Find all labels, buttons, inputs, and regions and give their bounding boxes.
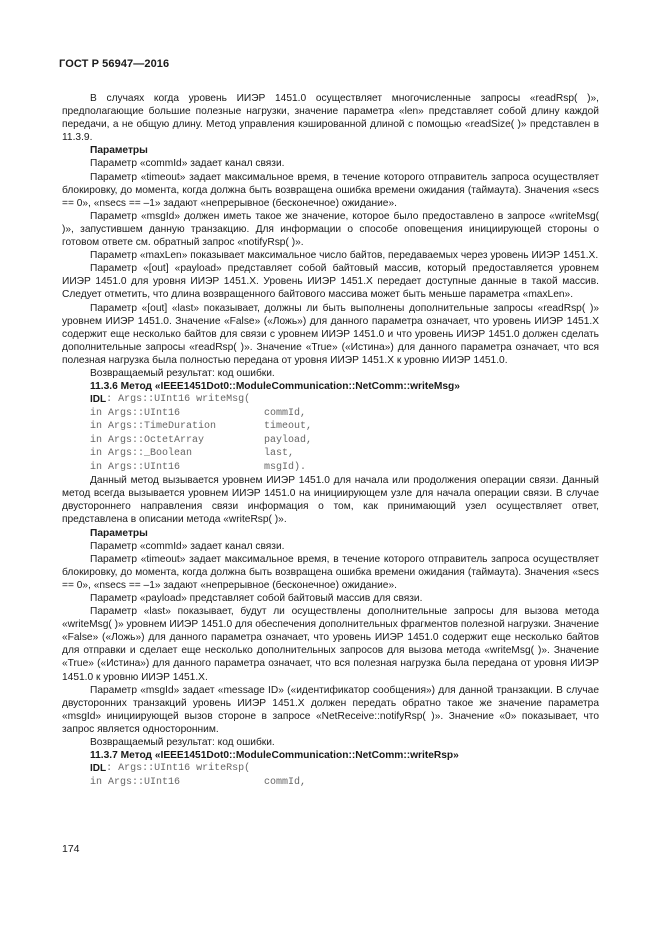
paragraph: В случаях когда уровень ИИЭР 1451.0 осуществляет многочисленные запросы «readRsp( )», предполагающие большие полезные нагрузки, значение параметра «len» представляет собой длину каждой передачи, а не общую длину. Метод управления кэшированной длиной с помощью «readSize( )» представлен в 11.3.9. [62,93,599,144]
idl-label: IDL [90,394,107,406]
paragraph: Параметр «[out] «payload» представляет собой байтовый массив, который предоставляется уровнем ИИЭР 1451.0 для уровня ИИЭР 1451.X. Уровень ИИЭР 1451.X передает доступные данные в такой массив. Следует отметить, что длина возвращенного байтового массива может быть меньше параметра «maxLen». [62,263,599,301]
idl-head: : Args::UInt16 writeMsg( [106,394,251,406]
paragraph: Параметр «msgId» задает «message ID» («идентификатор сообщения») для данной транзакции. В случае двусторонних транзакций уровень ИИЭР 1451.X должен передать обратно такое же значение параметра «msgId» инициирующей вызов стороне в запросе «NetReceive::notifyRsp( )». Значение «0» показывает, что запрос является односторонним. [62,684,599,735]
idl-arg-row: in Args::UInt16 msgId). [90,461,307,473]
paragraph: Параметр «commId» задает канал связи. [90,540,285,552]
idl-head: : Args::UInt16 writeRsp( [106,763,251,775]
paragraph: Параметр «commId» задает канал связи. [90,158,285,170]
paragraph: Параметр «maxLen» показывает максимальное число байтов, передаваемых через уровень ИИЭР 1451.X. [90,250,599,262]
page-content [62,92,599,789]
idl-arg-row: in Args::UInt16 commId, [90,407,307,419]
paragraph: Параметр «msgId» должен иметь такое же значение, которое было предоставлено в запросе «writeMsg( )», запустившем данную транзакцию. Для информации о способе оповещения инициирующей стороны о готовом ответе см. обратный запрос «notifyRsp( )». [62,210,599,249]
idl-arg-row: in Args::OctetArray payload, [90,434,313,446]
section-heading-11-3-6: 11.3.6 Метод «IEEE1451Dot0::ModuleCommunication::NetComm::writeMsg» [90,381,460,393]
paragraph: Данный метод вызывается уровнем ИИЭР 1451.0 для начала или продолжения операции связи. Данный метод всегда вызывается уровнем ИИЭР 1451.0 на инициирующем узле для начала операции связи. В случае двустороннего направления связи информация о том, как принимающий узел осуществляет ответ, представлена в описании метода «writeRsp( )». [62,475,599,526]
paragraph: Параметр «[out] «last» показывает, должны ли быть выполнены дополнительные запросы «readRsp( )» уровнем ИИЭР 1451.0. Значение «False» («Ложь») для данного параметра означает, что уровень ИИЭР 1451.X содержит еще несколько байтов для связи с уровнем ИИЭР 1451.0 и что уровень ИИЭР 1451.0 должен сделать дополнительные запросы «readRsp( )». Значение «True» («Истина») для данного параметра означает, что вся полезная нагрузка была полностью передана от уровня ИИЭР 1451.X к уровню ИИЭР 1451.0. [62,302,599,366]
idl-block-writersp [62,762,599,789]
idl-arg-row: in Args::_Boolean last, [90,448,295,460]
paragraph: Возвращаемый результат: код ошибки. [90,367,275,379]
idl-arg-row: in Args::TimeDuration timeout, [90,421,313,433]
idl-block-writemsg [62,393,599,474]
parameters-heading: Параметры [90,145,148,157]
paragraph: Параметр «timeout» задает максимальное время, в течение которого отправитель запроса осуществляет блокировку, до момента, когда должна быть возвращена ошибка времени ожидания (таймаута). Значения «secs == 0», «nsecs == –1» задают «непрерывное (бесконечное) ожидание». [62,553,599,591]
paragraph: Параметр «payload» представляет собой байтовый массив для связи. [90,593,423,604]
paragraph: Параметр «timeout» задает максимальное время, в течение которого отправитель запроса осуществляет блокировку, до момента, когда должна быть возвращена ошибка времени ожидания (таймаута). Значения «secs == 0», «nsecs == –1» задают «непрерывное (бесконечное) ожидание». [62,171,599,209]
parameters-heading: Параметры [90,527,148,539]
page-number: 174 [62,843,80,855]
idl-arg-row: in Args::UInt16 commId, [90,776,307,788]
paragraph: Возвращаемый результат: код ошибки. [90,737,275,749]
idl-signature [62,393,599,407]
section-heading-11-3-7: 11.3.7 Метод «IEEE1451Dot0::ModuleCommunication::NetComm::writeRsp» [90,750,459,762]
standard-header: ГОСТ Р 56947—2016 [59,58,170,70]
paragraph: Параметр «last» показывает, будут ли осуществлены дополнительные запросы для вызова метода «writeMsg( )» уровнем ИИЭР 1451.0 для обеспечения дополнительных фрагментов полезной нагрузки. Значение «False» («Ложь») для данного параметра означает, что уровень ИИЭР 1451.0 содержит еще несколько байтов для отправки и сделает еще несколько дополнительных запросов для вызова метода «writeMsg( )». Значение «True» («Истина») для данного параметра означает, что вся полезная нагрузка была передана от уровня ИИЭР 1451.0 к уровню ИИЭР 1451.X. [62,606,599,683]
idl-signature [62,762,599,776]
idl-label: IDL [90,763,107,775]
